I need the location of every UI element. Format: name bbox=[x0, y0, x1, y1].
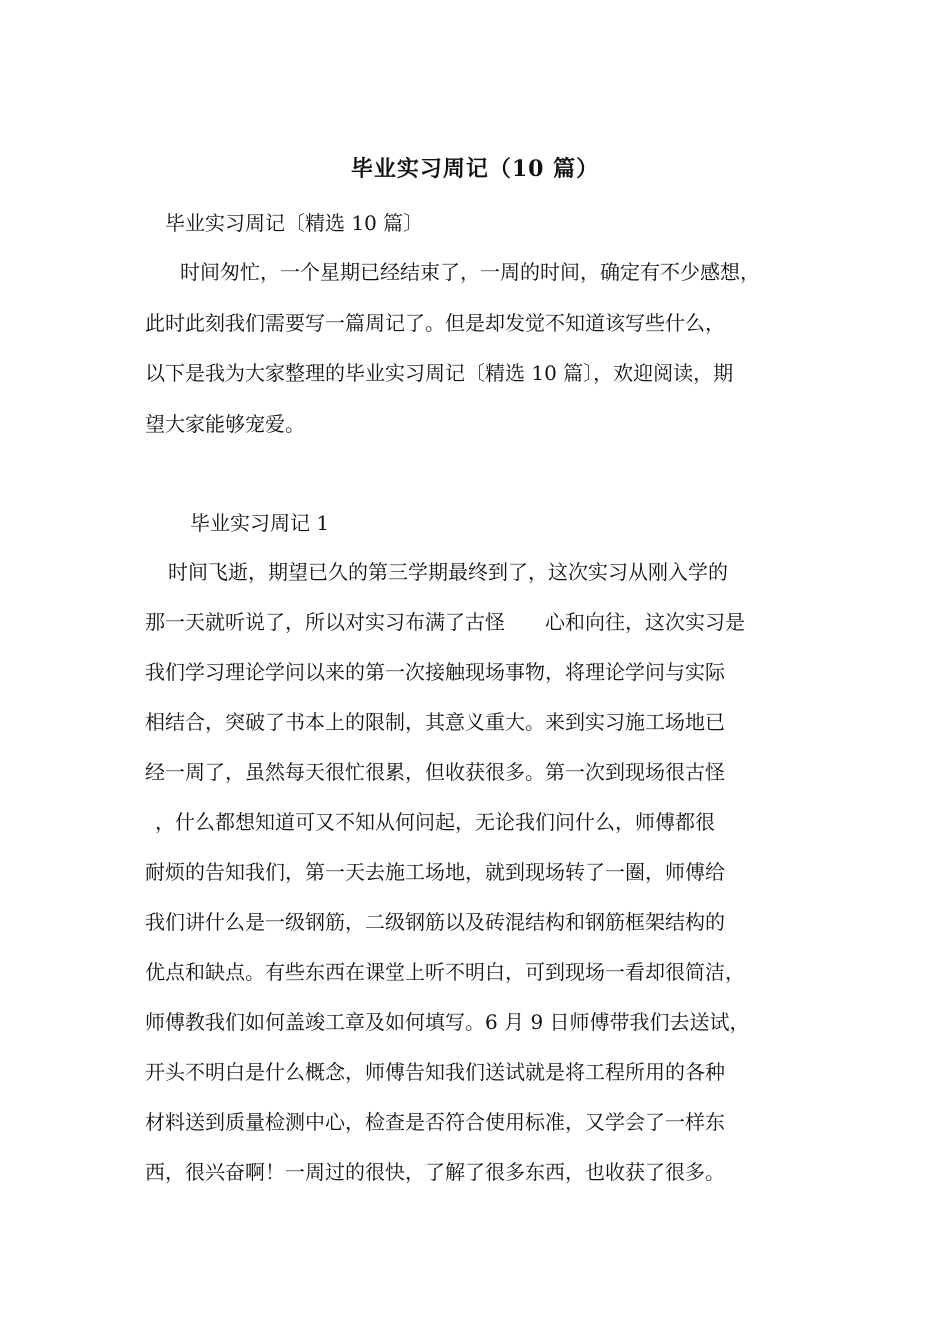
body-line: 相结合，突破了书本上的限制，其意义重大。来到实习施工场地已 bbox=[145, 710, 725, 734]
intro-line: 以下是我为大家整理的毕业实习周记〔精选 10 篇〕，欢迎阅读，期 bbox=[145, 361, 734, 385]
intro-line: 此时此刻我们需要写一篇周记了。但是却发觉不知道该写些什么， bbox=[145, 311, 725, 335]
body-line: 开头不明白是什么概念，师傅告知我们送试就是将工程所用的各种 bbox=[145, 1060, 725, 1084]
body-line: 时间飞逝，期望已久的第三学期最终到了，这次实习从刚入学的 bbox=[168, 560, 728, 584]
document-subtitle: 毕业实习周记〔精选 10 篇〕 bbox=[165, 211, 424, 235]
body-line: ，什么都想知道可又不知从何问起，无论我们问什么，师傅都很 bbox=[155, 810, 715, 834]
body-line: 经一周了，虽然每天很忙很累，但收获很多。第一次到现场很古怪 bbox=[145, 760, 725, 784]
body-line: 我们讲什么是一级钢筋，二级钢筋以及砖混结构和钢筋框架结构的 bbox=[145, 910, 725, 934]
document-title: 毕业实习周记（10 篇） bbox=[350, 156, 600, 182]
body-line: 耐烦的告知我们，第一天去施工场地，就到现场转了一圈，师傅给 bbox=[145, 860, 725, 884]
section-heading: 毕业实习周记 1 bbox=[190, 511, 330, 535]
body-line: 优点和缺点。有些东西在课堂上听不明白，可到现场一看却很简洁， bbox=[145, 960, 745, 984]
intro-line: 望大家能够宠爱。 bbox=[145, 412, 305, 436]
body-line: 材料送到质量检测中心，检查是否符合使用标准，又学会了一样东 bbox=[145, 1110, 725, 1134]
body-line: 师傅教我们如何盖竣工章及如何填写。6 月 9 日师傅带我们去送试， bbox=[145, 1010, 750, 1034]
intro-line: 时间匆忙，一个星期已经结束了，一周的时间，确定有不少感想， bbox=[180, 260, 760, 284]
body-line: 西，很兴奋啊！一周过的很快，了解了很多东西，也收获了很多。 bbox=[145, 1160, 725, 1184]
body-line: 我们学习理论学问以来的第一次接触现场事物，将理论学问与实际 bbox=[145, 660, 725, 684]
body-line: 那一天就听说了，所以对实习布满了古怪 心和向往，这次实习是 bbox=[145, 610, 745, 634]
